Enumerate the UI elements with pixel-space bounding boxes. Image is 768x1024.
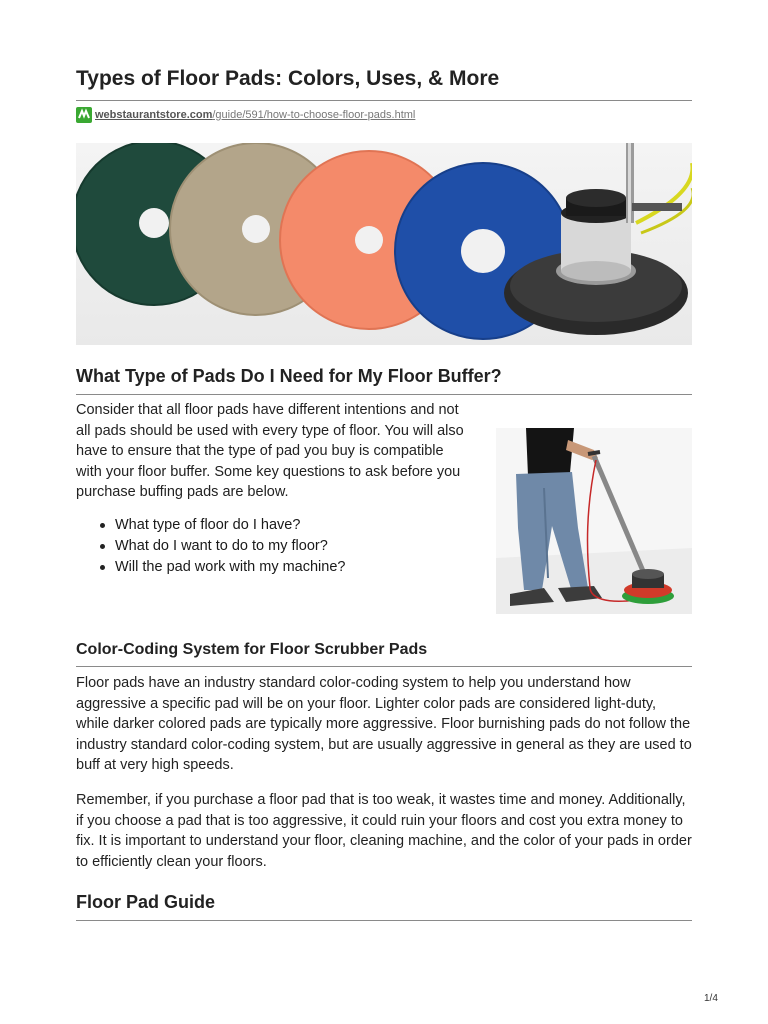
person-using-floor-buffer-image [496, 428, 692, 614]
floor-pads-and-buffer-image [76, 143, 692, 345]
list-item: What do I want to do to my floor? [100, 536, 480, 557]
section2-paragraph-1: Floor pads have an industry standard color-coding system to help you understand how aggressive a specific pad will be on your floor. Lighter color pads are considered light-duty, while darker colored pads are typically more aggressive. Floor burnishing pads do not follow the industry standard color-coding system, but are usually aggressive in general as they are used to buff at very high speeds. [76, 675, 692, 773]
page-number: 1/4 [704, 993, 718, 1004]
hero-illustration [76, 143, 692, 345]
source-link[interactable] [76, 106, 415, 124]
list-item: What type of floor do I have? [100, 515, 480, 536]
source-domain[interactable]: webstaurantstore.com [95, 109, 213, 121]
source-path[interactable]: /guide/591/how-to-choose-floor-pads.html [212, 109, 416, 121]
section-heading-color-coding: Color-Coding System for Floor Scrubber Pads [76, 641, 692, 667]
key-questions-list [100, 515, 480, 578]
page-title: Types of Floor Pads: Colors, Uses, & More [76, 67, 692, 101]
section-heading-floor-pad-guide: Floor Pad Guide [76, 892, 692, 921]
list-item: Will the pad work with my machine? [100, 557, 480, 578]
webstaurantstore-logo-icon [76, 107, 92, 123]
section1-paragraph: Consider that all floor pads have different intentions and not all pads should be used with every type of floor. You will also have to ensure that the type of pad you buy is compatible with your floor buffer. Some key questions to ask before you purchase buffing pads are below. [76, 402, 464, 500]
section-heading-pad-type: What Type of Pads Do I Need for My Floor Buffer? [76, 366, 692, 395]
buffer-person-illustration [496, 428, 692, 614]
section2-paragraph-2: Remember, if you purchase a floor pad that is too weak, it wastes time and money. Additionally, if you choose a pad that is too aggressive, it could ruin your floors and cost you extra money to fix. It is important to understand your floor, cleaning machine, and the color of your pads in order to efficiently clean your floors. [76, 792, 692, 870]
